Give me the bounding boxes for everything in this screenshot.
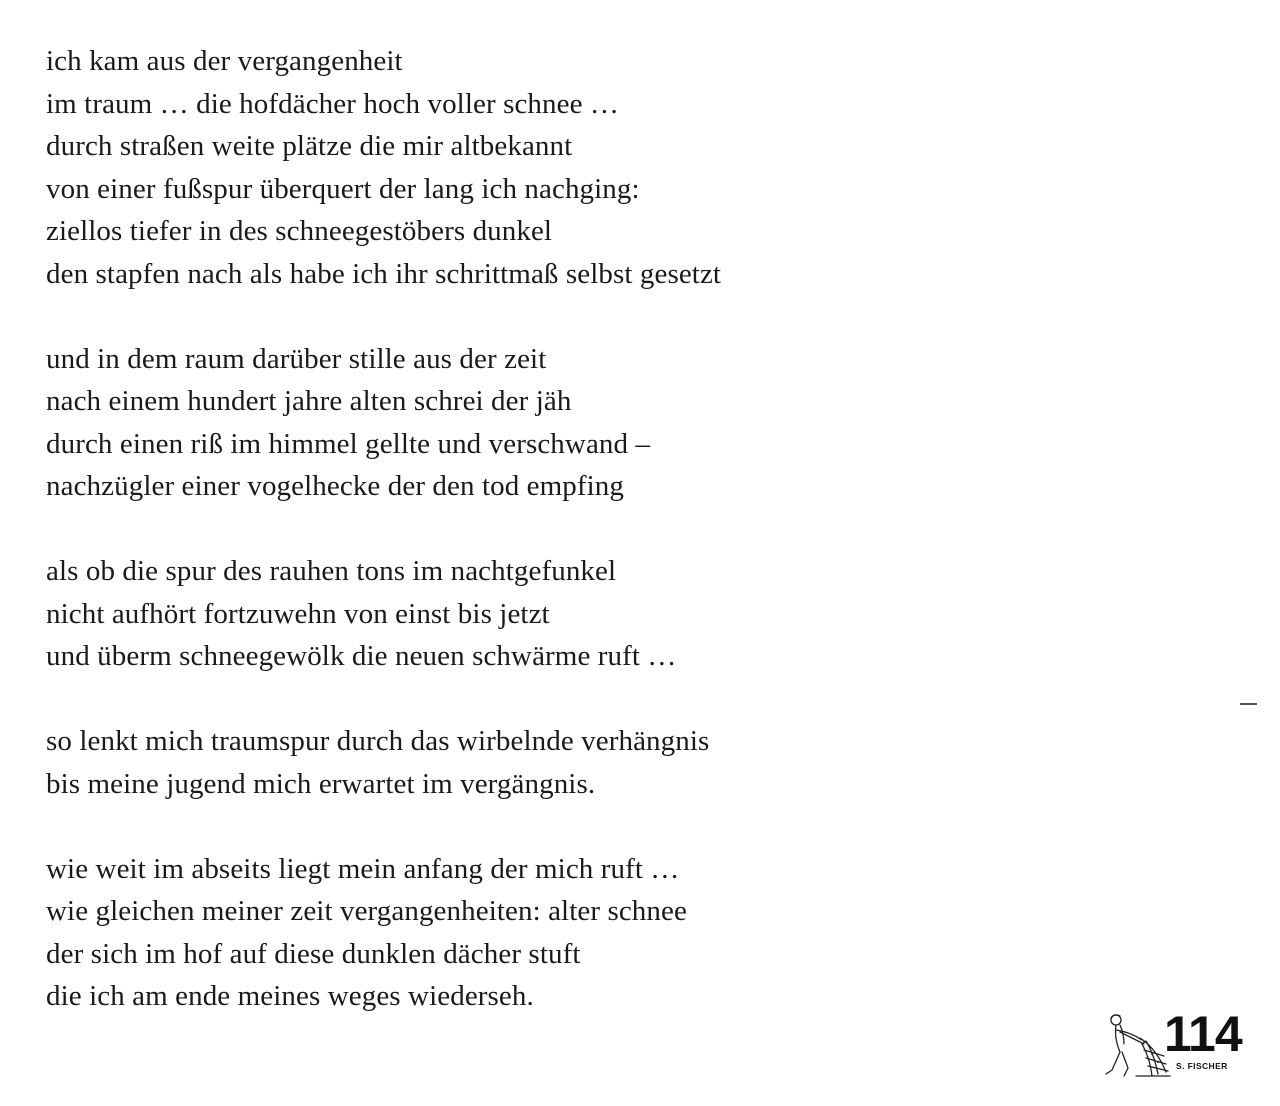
poem-line: nachzügler einer vogelhecke der den tod empfing — [46, 470, 625, 502]
poem-line: ich kam aus der vergangenheit — [46, 45, 403, 77]
stanza-5 — [46, 848, 946, 1018]
poem-line: als ob die spur des rauhen tons im nachtgefunkel — [46, 555, 617, 587]
poem-line: durch einen riß im himmel gellte und verschwand – — [46, 427, 651, 460]
page-number: 114 — [1164, 1006, 1242, 1062]
poem-line: durch straßen weite plätze die mir altbekannt — [46, 130, 573, 162]
stanza-3 — [46, 550, 946, 678]
stanza-4 — [46, 720, 946, 805]
poem-line: der sich im hof auf diese dunklen dächer stuft — [46, 937, 581, 970]
poem-line: und überm schneegewölk die neuen schwärme ruft … — [46, 640, 677, 672]
poem-line: nach einem hundert jahre alten schrei der jäh — [46, 385, 572, 417]
poem-line: wie weit im abseits liegt mein anfang der mich ruft … — [46, 852, 680, 885]
poem-line: im traum … die hofdächer hoch voller schnee … — [46, 87, 620, 120]
fisherman-net-icon — [1100, 1010, 1172, 1080]
stanza-2 — [46, 338, 946, 508]
poem-line: nicht aufhört fortzuwehn von einst bis jetzt — [46, 597, 550, 630]
poem-line: die ich am ende meines weges wiederseh. — [46, 980, 534, 1012]
poem — [46, 40, 946, 1060]
stanza-1 — [46, 40, 946, 295]
poem-line: wie gleichen meiner zeit vergangenheiten: alter schnee — [46, 895, 687, 927]
margin-tick-mark — [1240, 703, 1257, 705]
poem-line: ziellos tiefer in des schneegestöbers dunkel — [46, 215, 553, 247]
poem-line: von einer fußspur überquert der lang ich nachging: — [46, 172, 640, 205]
poem-line: so lenkt mich traumspur durch das wirbelnde verhängnis — [46, 725, 710, 757]
poem-line: und in dem raum darüber stille aus der zeit — [46, 342, 547, 375]
poem-line: den stapfen nach als habe ich ihr schrittmaß selbst gesetzt — [46, 257, 722, 290]
publisher-logo — [1100, 1006, 1250, 1080]
poem-line: bis meine jugend mich erwartet im vergängnis. — [46, 767, 596, 800]
publisher-name: S. FISCHER — [1176, 1061, 1228, 1071]
